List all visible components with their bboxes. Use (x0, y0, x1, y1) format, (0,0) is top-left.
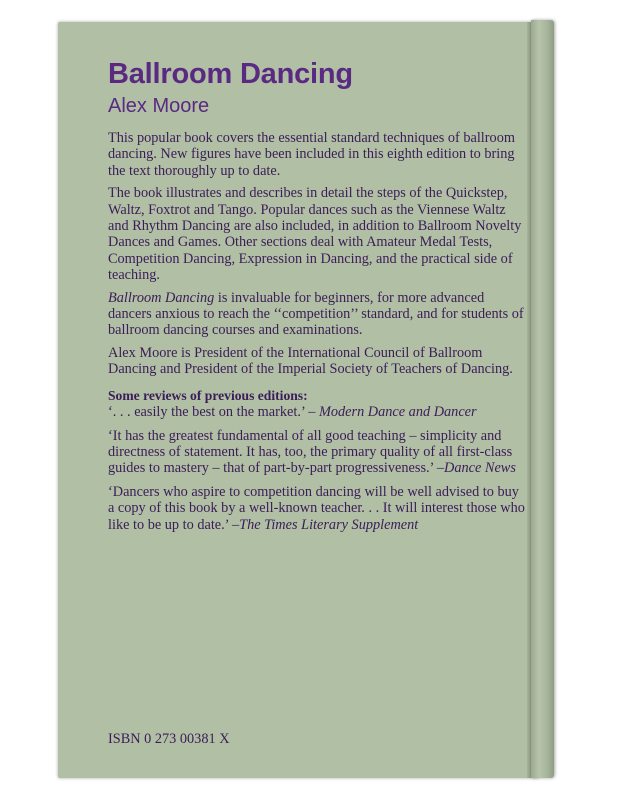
review-3-source: The Times Literary Supplement (239, 516, 419, 533)
description-paragraph-3-text: is invaluable for beginners, for more advanced dancers anxious to reach the ‘‘competition’’ standard, and for students of ballroom dancing courses and examinations. (108, 289, 524, 339)
book-author: Alex Moore (108, 95, 210, 117)
italic-book-title: Ballroom Dancing (108, 289, 215, 306)
review-2-source: Dance News (444, 460, 516, 477)
review-2 (108, 428, 528, 477)
review-1-quote: ‘. . . easily the best on the market.’ – (108, 404, 319, 421)
review-3-quote: ‘Dancers who aspire to competition dancing will be well advised to buy a copy of this book by a well-known teacher. . . It will interest those who like to be up to date.’ – (108, 483, 525, 533)
description-paragraph-4: Alex Moore is President of the International Council of Ballroom Dancing and President of the Imperial Society of Teachers of Dancing. (108, 344, 513, 378)
review-3 (108, 484, 528, 533)
review-1-source: Modern Dance and Dancer (318, 404, 477, 421)
cover-text-block (108, 58, 528, 540)
description-paragraph-1: This popular book covers the essential standard techniques of ballroom dancing. New figures have been included in this eighth edition to bring the text thoroughly up to date. (108, 130, 515, 179)
isbn-number: ISBN 0 273 00381 X (108, 731, 230, 747)
book-spine (531, 20, 554, 778)
description-paragraph-2: The book illustrates and describes in detail the steps of the Quickstep, Waltz, Foxtrot and Tango. Popular dances such as the Viennese Waltz and Rhythm Dancing are also included, in addition to Ballroom Novelty Dances and Games. Other sections deal with Amateur Medal Tests, Competition Dancing, Expression in Dancing, and the practical side of teaching. (108, 185, 522, 284)
review-1 (108, 404, 528, 420)
description-paragraph-3 (108, 290, 528, 339)
reviews-heading: Some reviews of previous editions: (108, 387, 308, 403)
review-2-quote: ‘It has the greatest fundamental of all good teaching – simplicity and directness of statement. It has, too, the primary quality of all first-class guides to mastery – that of part-by-part progressiveness.’ – (108, 427, 513, 477)
book-title: Ballroom Dancing (108, 58, 353, 90)
